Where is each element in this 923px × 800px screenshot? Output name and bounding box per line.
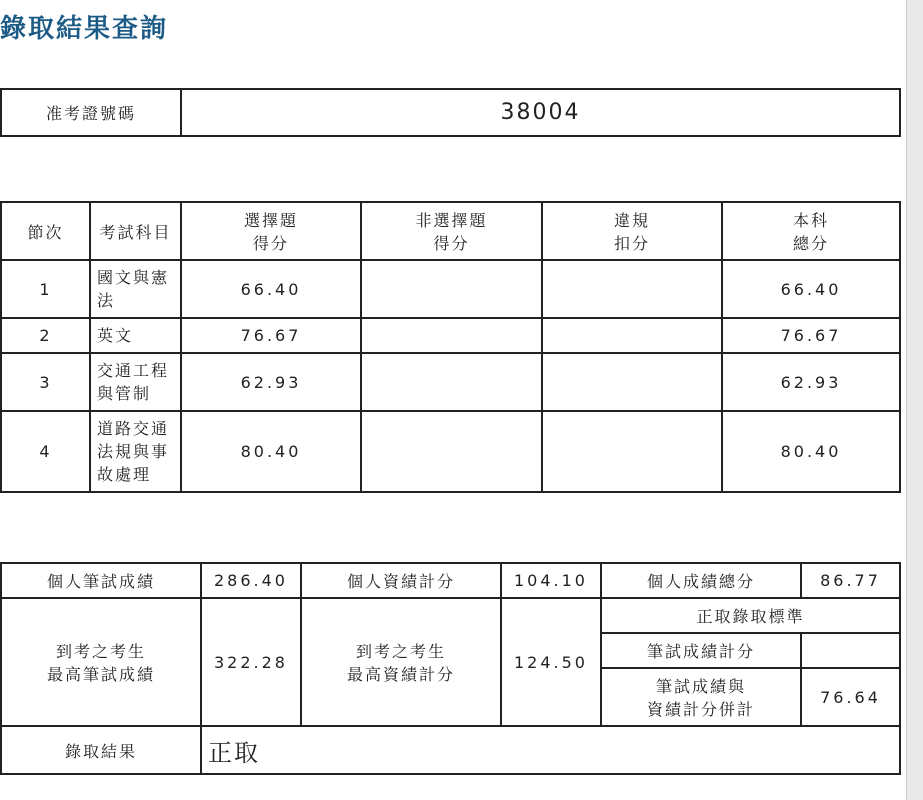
- row-choice-score: 62.93: [181, 353, 361, 411]
- scores-header-row: [1, 202, 900, 260]
- qualification-score-value: 104.10: [501, 563, 601, 598]
- row-nonchoice-score: [361, 260, 542, 318]
- row-session: 1: [1, 260, 90, 318]
- header-choice-line2: 得分: [252, 234, 289, 253]
- row-nonchoice-score: [361, 411, 542, 492]
- row-total: 80.40: [722, 411, 900, 492]
- row-choice-score: 80.40: [181, 411, 361, 492]
- score-row: [1, 353, 900, 411]
- admission-result-value: 正取: [201, 726, 900, 774]
- candidate-table: [0, 88, 901, 137]
- header-violation-line1: 違規: [613, 211, 650, 230]
- candidate-number-value: 38004: [181, 89, 900, 136]
- top-qualification-value: 124.50: [501, 598, 601, 726]
- qualification-score-label: 個人資績計分: [301, 563, 501, 598]
- header-session: 節次: [1, 202, 90, 260]
- row-subject-line1: 道路交通: [97, 419, 170, 438]
- row-subject: [90, 353, 181, 411]
- score-row: [1, 260, 900, 318]
- header-total: [722, 202, 900, 260]
- row-subject: [90, 411, 181, 492]
- candidate-row: [1, 89, 900, 136]
- top-qualification-label-line2: 最高資績計分: [346, 665, 455, 684]
- score-row: [1, 411, 900, 492]
- top-written-label: [1, 598, 201, 726]
- candidate-number-label: 准考證號碼: [1, 89, 181, 136]
- standard-combined-label-line1: 筆試成績與: [655, 677, 746, 696]
- top-written-value: 322.28: [201, 598, 301, 726]
- row-subject-line1: 交通工程: [97, 361, 170, 380]
- admission-standard-header: 正取錄取標準: [601, 598, 900, 633]
- row-nonchoice-score: [361, 353, 542, 411]
- scores-table: [0, 201, 901, 493]
- header-violation: [542, 202, 722, 260]
- top-written-label-line2: 最高筆試成績: [46, 665, 155, 684]
- summary-row-top: [1, 598, 900, 633]
- header-total-line2: 總分: [792, 234, 829, 253]
- total-score-value: 86.77: [801, 563, 900, 598]
- score-row: [1, 318, 900, 353]
- row-subject: [90, 260, 181, 318]
- top-qualification-label-line1: 到考之考生: [355, 642, 446, 661]
- row-total: 62.93: [722, 353, 900, 411]
- summary-row-personal: [1, 563, 900, 598]
- row-subject-line2: 法: [97, 291, 116, 310]
- row-violation: [542, 411, 722, 492]
- page-edge-scrollbar[interactable]: [906, 0, 923, 800]
- row-choice-score: 76.67: [181, 318, 361, 353]
- row-total: 66.40: [722, 260, 900, 318]
- row-subject-line1: 英文: [97, 326, 134, 345]
- header-nonchoice-line1: 非選擇題: [415, 211, 488, 230]
- row-choice-score: 66.40: [181, 260, 361, 318]
- header-subject: 考試科目: [90, 202, 181, 260]
- top-qualification-label: [301, 598, 501, 726]
- summary-row-result: [1, 726, 900, 774]
- page-title: 錄取結果查詢: [0, 14, 169, 44]
- row-violation: [542, 260, 722, 318]
- header-total-line1: 本科: [792, 211, 829, 230]
- standard-written-value: [801, 633, 900, 668]
- row-session: 2: [1, 318, 90, 353]
- row-subject: [90, 318, 181, 353]
- summary-table: [0, 562, 901, 775]
- header-choice-line1: 選擇題: [243, 211, 298, 230]
- row-subject-line2: 法規與事: [97, 442, 170, 461]
- header-nonchoice: [361, 202, 542, 260]
- row-violation: [542, 318, 722, 353]
- row-total: 76.67: [722, 318, 900, 353]
- row-session: 3: [1, 353, 90, 411]
- header-choice: [181, 202, 361, 260]
- standard-combined-label-line2: 資績計分併計: [646, 700, 755, 719]
- row-subject-line2: 與管制: [97, 384, 152, 403]
- row-subject-line3: 故處理: [97, 465, 152, 484]
- top-written-label-line1: 到考之考生: [55, 642, 146, 661]
- header-nonchoice-line2: 得分: [433, 234, 470, 253]
- row-session: 4: [1, 411, 90, 492]
- header-violation-line2: 扣分: [613, 234, 650, 253]
- written-score-value: 286.40: [201, 563, 301, 598]
- row-nonchoice-score: [361, 318, 542, 353]
- row-violation: [542, 353, 722, 411]
- standard-combined-value: 76.64: [801, 668, 900, 726]
- total-score-label: 個人成績總分: [601, 563, 801, 598]
- written-score-label: 個人筆試成績: [1, 563, 201, 598]
- standard-written-label: 筆試成績計分: [601, 633, 801, 668]
- row-subject-line1: 國文與憲: [97, 268, 170, 287]
- admission-result-label: 錄取結果: [1, 726, 201, 774]
- standard-combined-label: [601, 668, 801, 726]
